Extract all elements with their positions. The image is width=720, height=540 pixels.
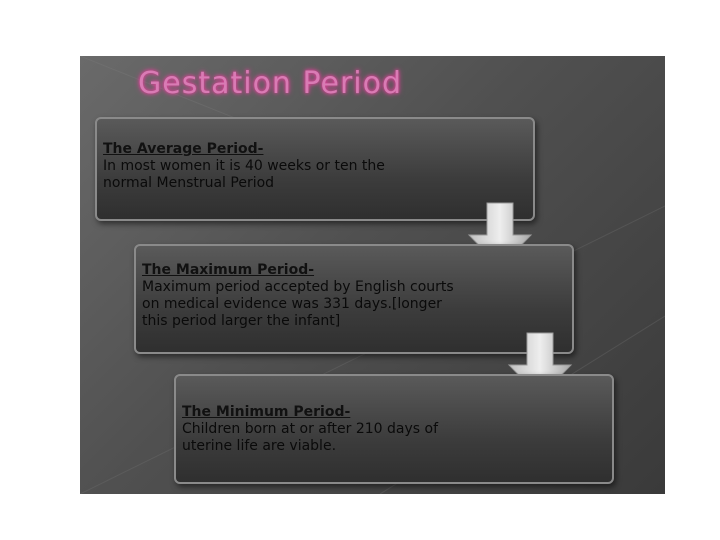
step-box-minimum xyxy=(174,374,614,484)
step-body-maximum: Maximum period accepted by English courts on medical evidence was 331 days.[longer this period larger the infant] xyxy=(142,279,454,329)
step-body-average: In most women it is 40 weeks or ten the normal Menstrual Period xyxy=(103,158,385,191)
slide xyxy=(80,56,665,494)
slide-title: Gestation Period xyxy=(138,66,403,101)
step-body-minimum: Children born at or after 210 days of uterine life are viable. xyxy=(182,421,439,454)
step-heading-minimum: The Minimum Period- xyxy=(182,404,351,420)
step-heading-average: The Average Period- xyxy=(103,141,264,157)
step-heading-maximum: The Maximum Period- xyxy=(142,262,315,278)
